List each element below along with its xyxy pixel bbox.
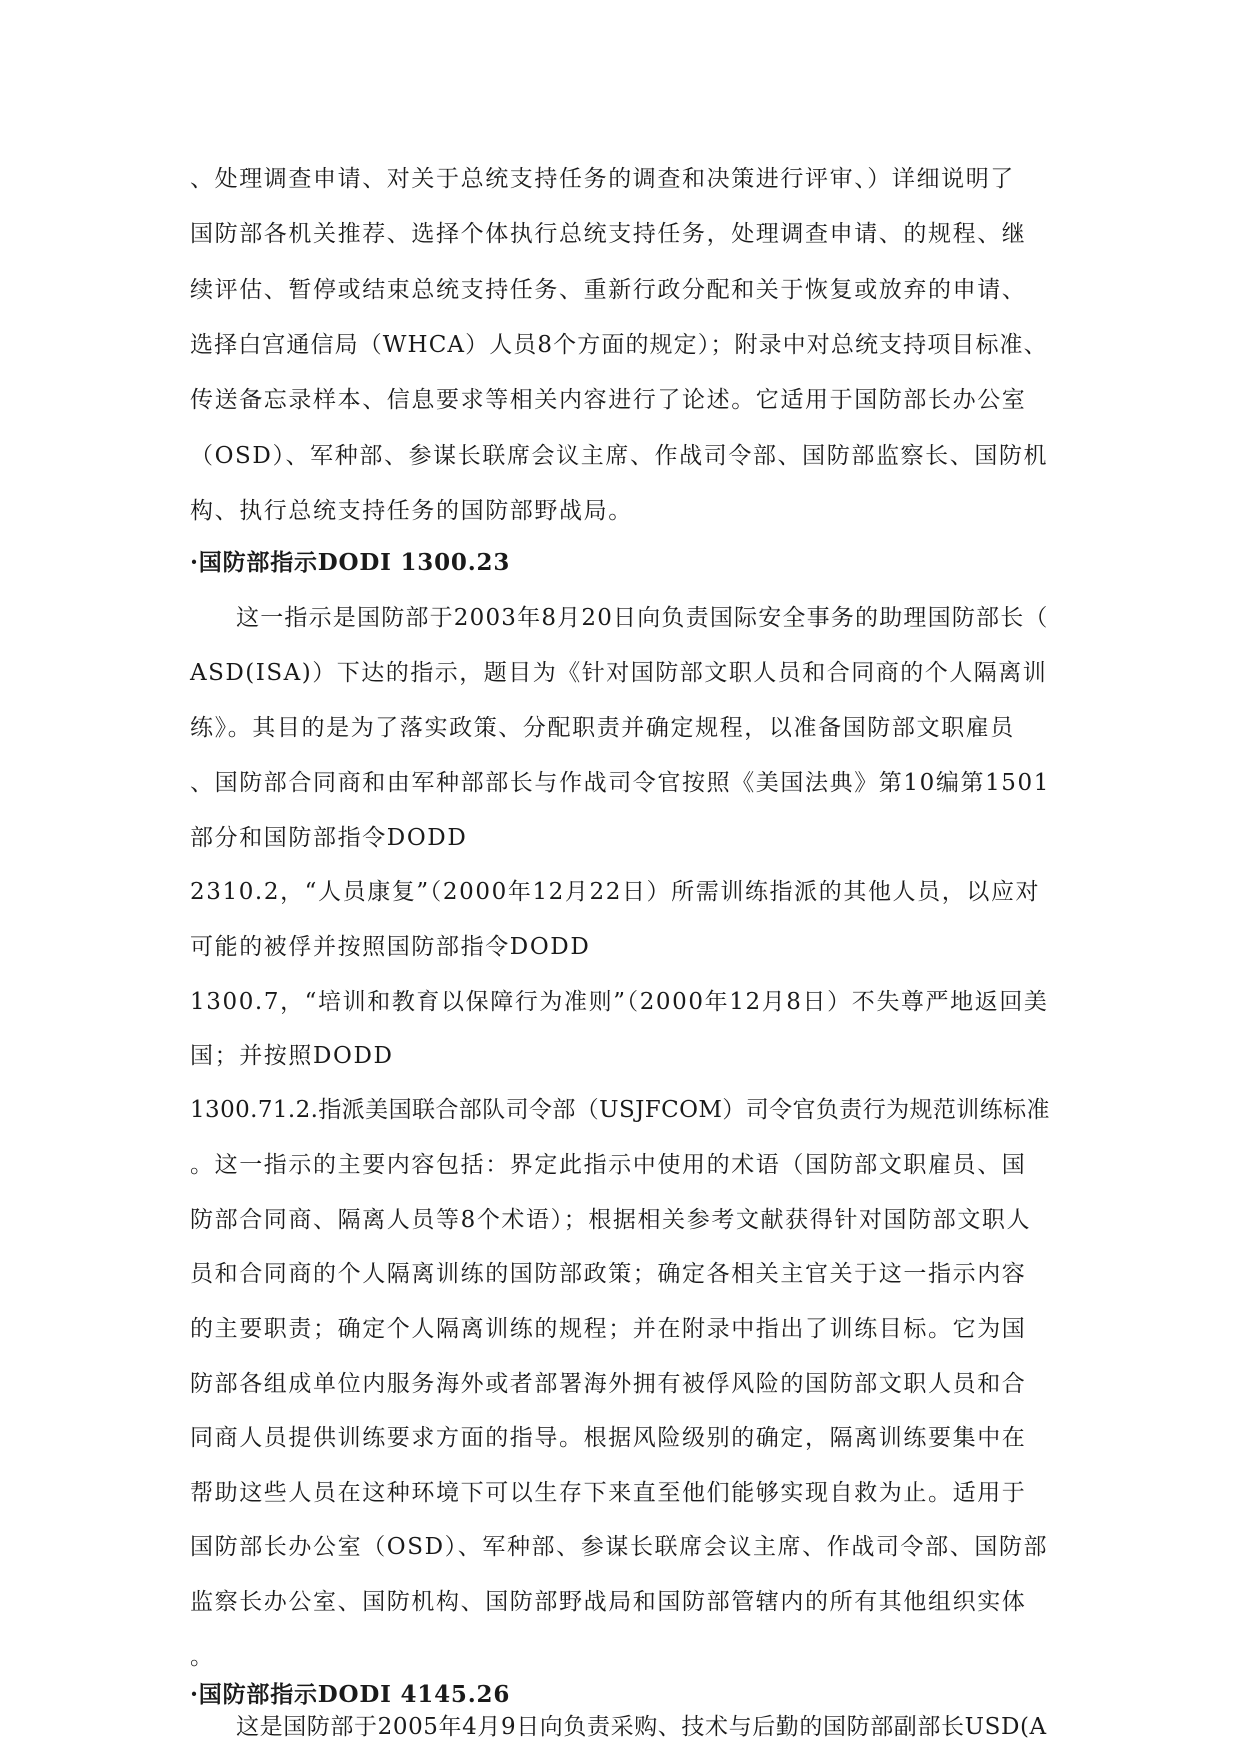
paragraph-line: 员和合同商的个人隔离训练的国防部政策；确定各相关主官关于这一指示内容 bbox=[190, 1261, 1027, 1287]
paragraph-line: 监察长办公室、国防机构、国防部野战局和国防部管辖内的所有其他组织实体 bbox=[190, 1589, 1027, 1615]
paragraph-line: （OSD）、军种部、参谋长联席会议主席、作战司令部、国防部监察长、国防机 bbox=[190, 443, 1049, 469]
paragraph-line: 续评估、暂停或结束总统支持任务、重新行政分配和关于恢复或放弃的申请、 bbox=[190, 277, 1027, 303]
paragraph-line: 2310.2，“人员康复”（2000年12月22日）所需训练指派的其他人员，以应对 bbox=[190, 879, 1041, 905]
paragraph-line: 帮助这些人员在这种环境下可以生存下来直至他们能够实现自救为止。适用于 bbox=[190, 1480, 1027, 1506]
paragraph-line: ASD(ISA)）下达的指示，题目为《针对国防部文职人员和合同商的个人隔离训 bbox=[190, 660, 1048, 686]
paragraph-line: 1300.71.2.指派美国联合部队司令部（USJFCOM）司令官负责行为规范训练标准 bbox=[190, 1097, 1050, 1123]
paragraph-line: 这一指示是国防部于2003年8月20日向负责国际安全事务的助理国防部长（ bbox=[236, 605, 1049, 631]
paragraph-line: 。这一指示的主要内容包括：界定此指示中使用的术语（国防部文职雇员、国 bbox=[190, 1152, 1027, 1178]
paragraph-line: 练》。其目的是为了落实政策、分配职责并确定规程，以准备国防部文职雇员 bbox=[190, 715, 1015, 741]
paragraph-line: 构、执行总统支持任务的国防部野战局。 bbox=[190, 498, 633, 524]
paragraph-line: 国防部各机关推荐、选择个体执行总统支持任务，处理调查申请、的规程、继 bbox=[190, 221, 1027, 247]
paragraph-line: 同商人员提供训练要求方面的指导。根据风险级别的确定，隔离训练要集中在 bbox=[190, 1425, 1027, 1451]
paragraph-line: 的主要职责；确定个人隔离训练的规程；并在附录中指出了训练目标。它为国 bbox=[190, 1316, 1027, 1342]
section-heading: ·国防部指示DODI 4145.26 bbox=[190, 1681, 511, 1708]
paragraph-line: 国；并按照DODD bbox=[190, 1043, 394, 1069]
section-heading: ·国防部指示DODI 1300.23 bbox=[190, 549, 511, 576]
paragraph-line: 选择白宫通信局（WHCA）人员8个方面的规定）；附录中对总统支持项目标准、 bbox=[190, 332, 1048, 358]
paragraph-line: 、国防部合同商和由军种部部长与作战司令官按照《美国法典》第10编第1501 bbox=[190, 770, 1050, 796]
paragraph-line: 国防部长办公室（OSD）、军种部、参谋长联席会议主席、作战司令部、国防部 bbox=[190, 1534, 1049, 1560]
paragraph-line: 部分和国防部指令DODD bbox=[190, 825, 468, 851]
paragraph-line: 防部各组成单位内服务海外或者部署海外拥有被俘风险的国防部文职人员和合 bbox=[190, 1371, 1027, 1397]
paragraph-line: 防部合同商、隔离人员等8个术语）；根据相关参考文献获得针对国防部文职人 bbox=[190, 1207, 1032, 1233]
paragraph-line: 可能的被俘并按照国防部指令DODD bbox=[190, 934, 591, 960]
paragraph-line: 传送备忘录样本、信息要求等相关内容进行了论述。它适用于国防部长办公室 bbox=[190, 387, 1027, 413]
paragraph-line: 1300.7，“培训和教育以保障行为准则”（2000年12月8日）不失尊严地返回美 bbox=[190, 989, 1049, 1015]
paragraph-line: 、处理调查申请、对关于总统支持任务的调查和决策进行评审、）详细说明了 bbox=[190, 166, 1015, 192]
paragraph-line: 。 bbox=[190, 1644, 215, 1670]
paragraph-line: 这是国防部于2005年4月9日向负责采购、技术与后勤的国防部副部长USD(A bbox=[236, 1714, 1047, 1740]
